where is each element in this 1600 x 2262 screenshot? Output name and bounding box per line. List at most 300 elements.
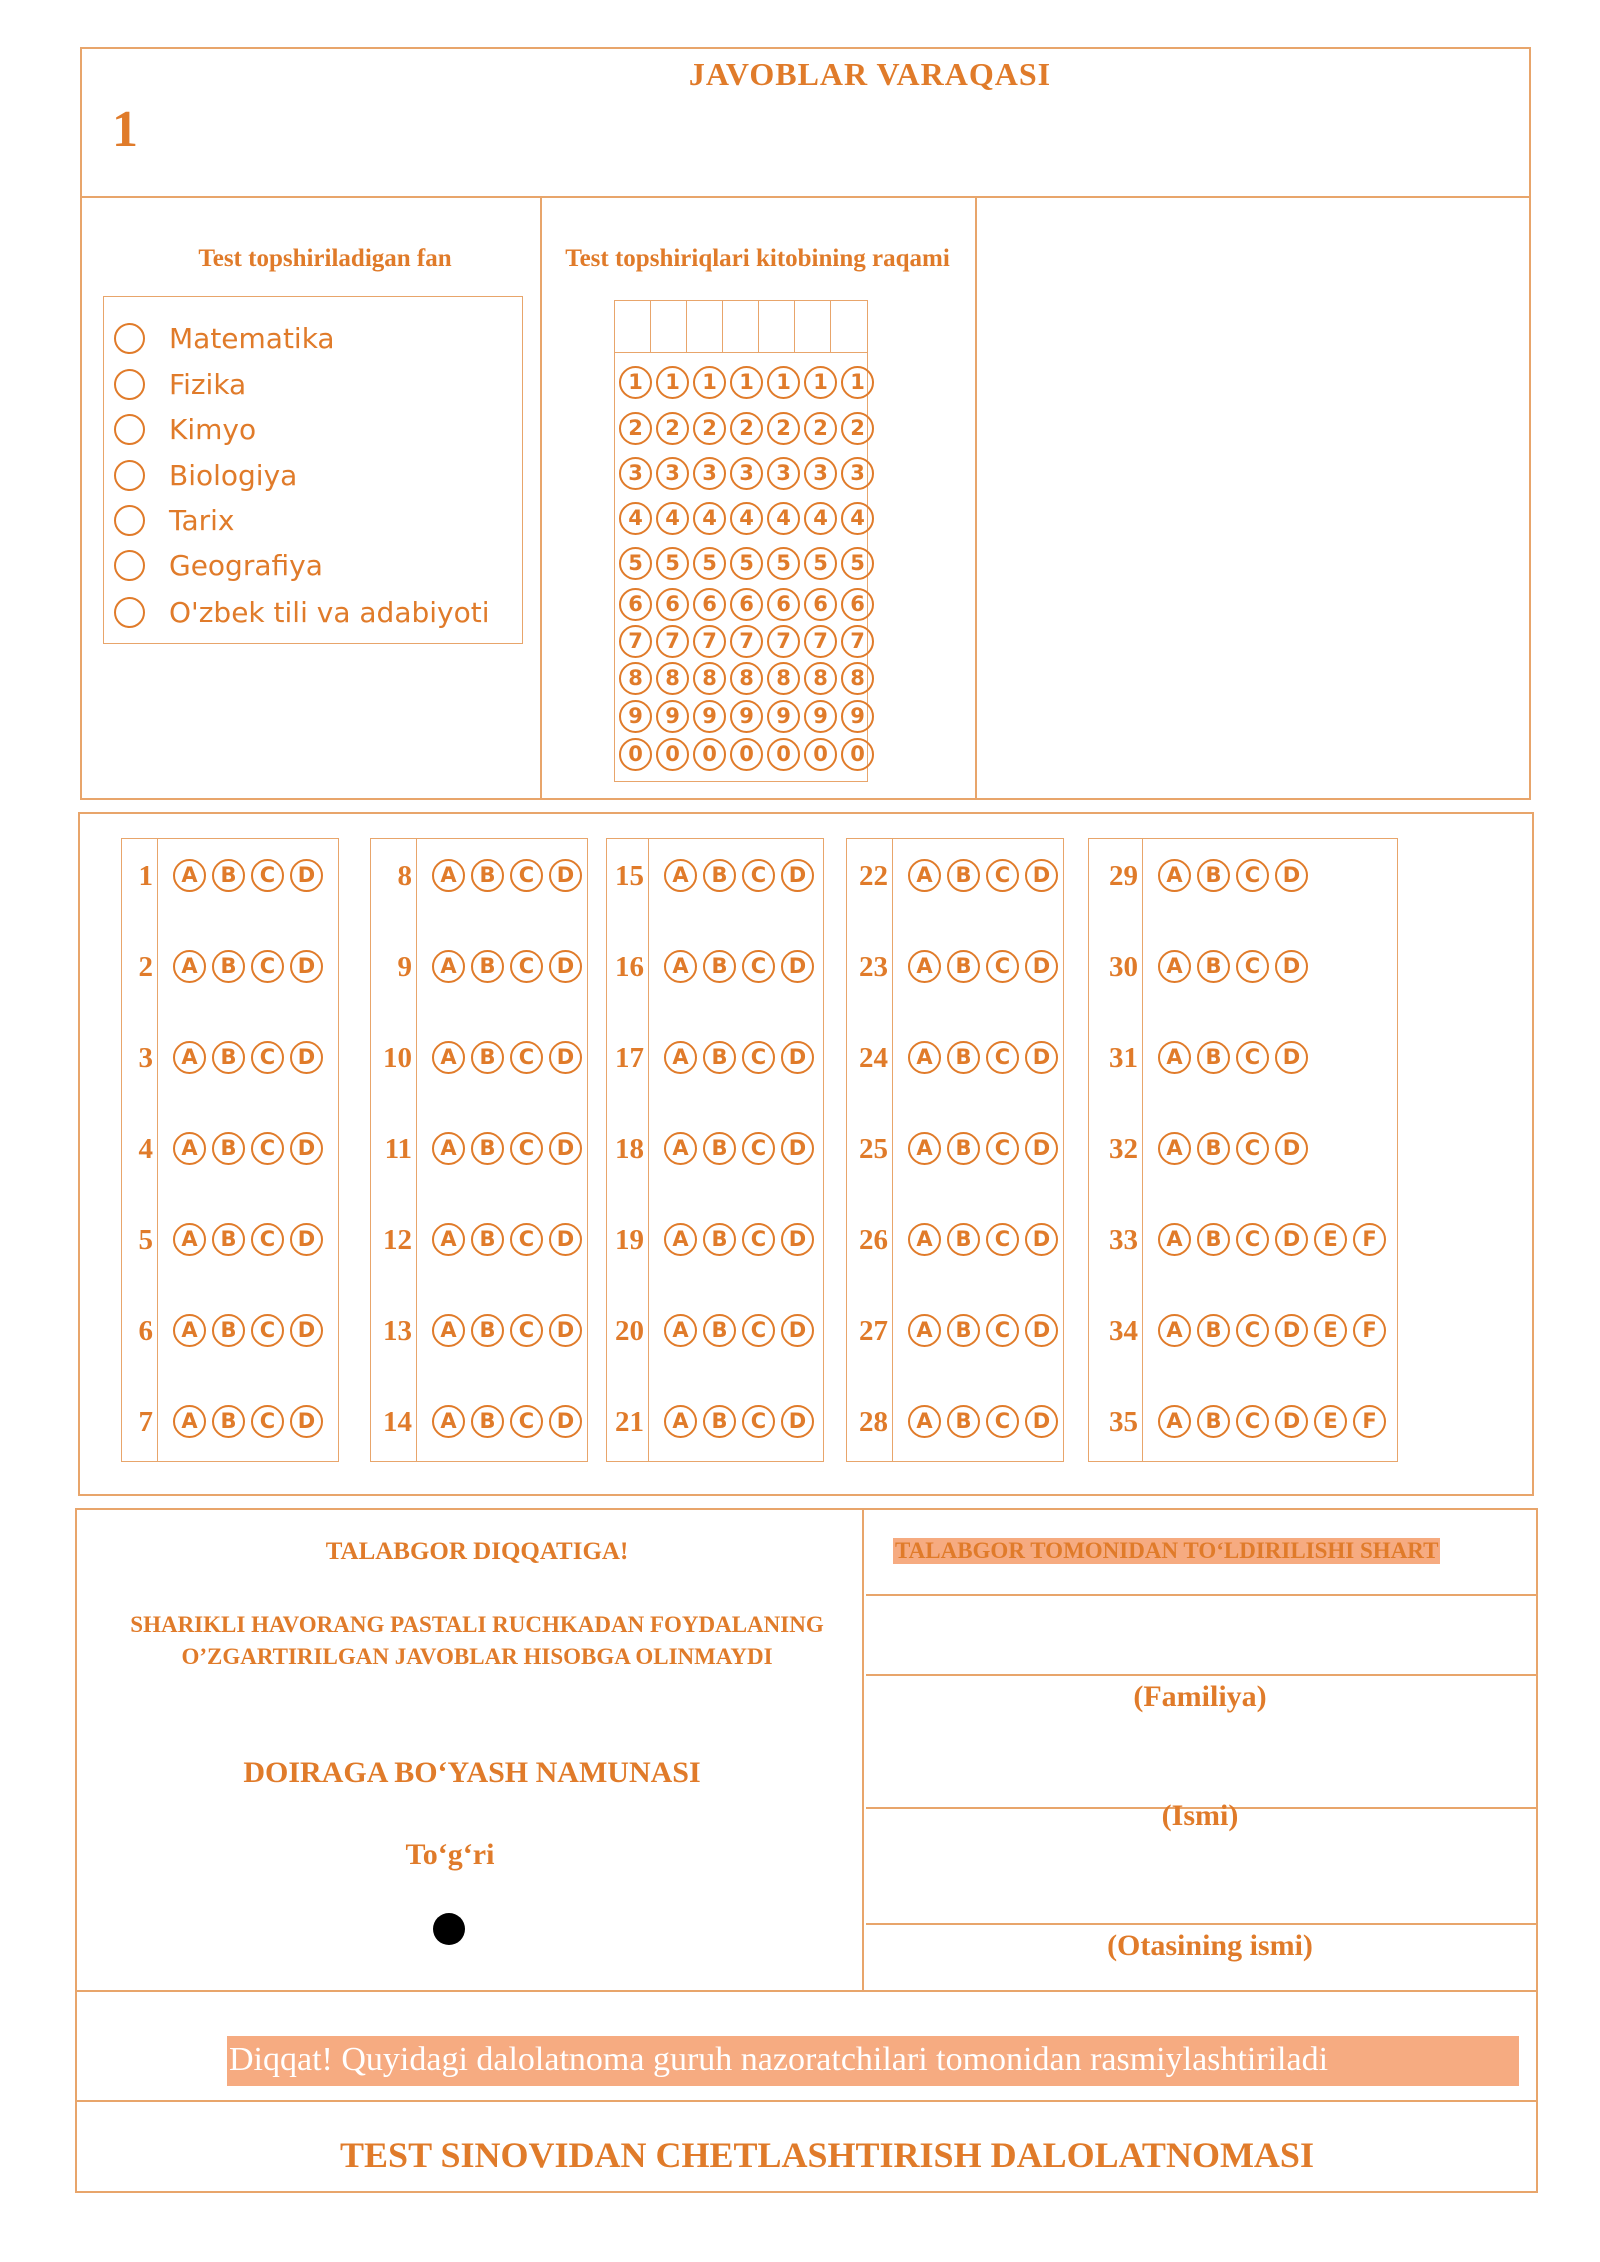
answer-bubble[interactable]: B (212, 859, 245, 892)
answer-bubble[interactable]: B (947, 1132, 980, 1165)
subject-radio[interactable] (114, 323, 145, 354)
answer-bubble[interactable]: A (664, 1314, 697, 1347)
digit-bubble[interactable]: 4 (693, 502, 726, 535)
subject-radio[interactable] (114, 550, 145, 581)
question-number: 30 (1109, 951, 1138, 983)
answer-bubble[interactable]: C (510, 859, 543, 892)
answer-bubble[interactable]: D (549, 1223, 582, 1256)
answer-bubble[interactable]: A (664, 950, 697, 983)
answer-column-divider (157, 838, 158, 1462)
question-number: 27 (859, 1315, 888, 1347)
digit-row (619, 547, 878, 580)
digit-row (619, 738, 878, 771)
digit-bubble[interactable]: 1 (841, 366, 874, 399)
answer-bubble[interactable]: B (947, 950, 980, 983)
question-number: 11 (384, 1133, 412, 1165)
question-options (173, 1132, 329, 1165)
digit-bubble[interactable]: 9 (767, 700, 800, 733)
answer-bubble[interactable]: C (742, 1314, 775, 1347)
digit-bubble[interactable]: 6 (619, 588, 652, 621)
answer-bubble[interactable]: D (1275, 1132, 1308, 1165)
answer-bubble[interactable]: B (1197, 859, 1230, 892)
answer-bubble[interactable]: B (703, 950, 736, 983)
digit-bubble[interactable]: 7 (693, 625, 726, 658)
subject-radio[interactable] (114, 597, 145, 628)
digit-bubble[interactable]: 0 (841, 738, 874, 771)
question-options (908, 1223, 1064, 1256)
digit-bubble[interactable]: 0 (656, 738, 689, 771)
digit-bubble[interactable]: 8 (693, 662, 726, 695)
answer-bubble[interactable]: B (1197, 1132, 1230, 1165)
digit-bubble[interactable]: 5 (804, 547, 837, 580)
answer-bubble[interactable]: C (986, 1314, 1019, 1347)
question-options (664, 1223, 820, 1256)
answer-bubble[interactable]: D (290, 1132, 323, 1165)
sheet-number: 1 (112, 101, 138, 158)
answer-bubble[interactable]: B (703, 859, 736, 892)
question-options (1158, 1041, 1314, 1074)
digit-bubble[interactable]: 4 (841, 502, 874, 535)
digit-bubble[interactable]: 8 (767, 662, 800, 695)
answer-bubble[interactable]: D (290, 1405, 323, 1438)
answer-bubble[interactable]: C (986, 1041, 1019, 1074)
digit-bubble[interactable]: 8 (619, 662, 652, 695)
answer-bubble[interactable]: C (251, 1132, 284, 1165)
answer-bubble[interactable]: C (1236, 950, 1269, 983)
subject-heading: Test topshiriladigan fan (198, 245, 452, 272)
answer-bubble[interactable]: A (1158, 1314, 1191, 1347)
answer-bubble[interactable]: D (1025, 859, 1058, 892)
subject-label: Tarix (169, 503, 235, 537)
answer-bubble[interactable]: C (742, 1405, 775, 1438)
answer-bubble[interactable]: B (947, 859, 980, 892)
answer-bubble[interactable]: A (908, 1132, 941, 1165)
question-number: 24 (859, 1042, 888, 1074)
answer-bubble[interactable]: D (1025, 950, 1058, 983)
answer-bubble[interactable]: A (1158, 859, 1191, 892)
answer-bubble[interactable]: D (549, 1041, 582, 1074)
answer-bubble[interactable]: D (549, 1314, 582, 1347)
sheet-title: JAVOBLAR VARAQASI (688, 56, 1052, 92)
question-number: 4 (138, 1133, 153, 1165)
footer-warning: Diqqat! Quyidagi dalolatnoma guruh nazoratchilari tomonidan rasmiylashtiriladi (227, 2036, 1519, 2086)
digit-bubble[interactable]: 8 (730, 662, 763, 695)
digit-bubble[interactable]: 2 (693, 412, 726, 445)
answer-bubble[interactable]: A (173, 1041, 206, 1074)
answer-bubble[interactable]: B (703, 1405, 736, 1438)
answer-bubble[interactable]: C (251, 859, 284, 892)
digit-row (619, 412, 878, 445)
digit-bubble[interactable]: 5 (656, 547, 689, 580)
answer-bubble[interactable]: C (510, 1132, 543, 1165)
answer-bubble[interactable]: B (471, 1132, 504, 1165)
digit-bubble[interactable]: 2 (841, 412, 874, 445)
question-number: 21 (615, 1406, 644, 1438)
digit-row (619, 662, 878, 695)
sample-heading: DOIRAGA BO‘YASH NAMUNASI (243, 1756, 701, 1789)
entry-cell-divider (650, 300, 651, 352)
answer-bubble[interactable]: D (1025, 1041, 1058, 1074)
question-options (664, 950, 820, 983)
answer-bubble[interactable]: C (1236, 1314, 1269, 1347)
answer-bubble[interactable]: C (1236, 859, 1269, 892)
digit-bubble[interactable]: 7 (656, 625, 689, 658)
question-options (173, 1314, 329, 1347)
digit-bubble[interactable]: 3 (730, 457, 763, 490)
answer-bubble[interactable]: C (1236, 1223, 1269, 1256)
question-number: 5 (138, 1224, 153, 1256)
answer-bubble[interactable]: B (471, 859, 504, 892)
answer-bubble[interactable]: B (1197, 950, 1230, 983)
answer-bubble[interactable]: D (1275, 1405, 1308, 1438)
digit-bubble[interactable]: 5 (841, 547, 874, 580)
digit-bubble[interactable]: 2 (656, 412, 689, 445)
answer-bubble[interactable]: D (290, 1041, 323, 1074)
digit-bubble[interactable]: 9 (730, 700, 763, 733)
answer-bubble[interactable]: B (1197, 1041, 1230, 1074)
bottom-divider (862, 1510, 864, 1990)
answer-bubble[interactable]: B (471, 1314, 504, 1347)
answer-bubble[interactable]: B (947, 1223, 980, 1256)
answer-bubble[interactable]: A (664, 859, 697, 892)
digit-bubble[interactable]: 9 (841, 700, 874, 733)
answer-bubble[interactable]: B (947, 1405, 980, 1438)
subject-radio[interactable] (114, 369, 145, 400)
answer-bubble[interactable]: A (432, 859, 465, 892)
digit-bubble[interactable]: 4 (730, 502, 763, 535)
question-options (1158, 1314, 1392, 1347)
answer-bubble[interactable]: B (703, 1314, 736, 1347)
digit-bubble[interactable]: 3 (693, 457, 726, 490)
answer-bubble[interactable]: C (251, 1405, 284, 1438)
question-options (908, 1132, 1064, 1165)
question-number: 15 (615, 860, 644, 892)
answer-bubble[interactable]: D (549, 1405, 582, 1438)
digit-bubble[interactable]: 6 (730, 588, 763, 621)
question-options (664, 1405, 820, 1438)
answer-bubble[interactable]: A (664, 1223, 697, 1256)
answer-bubble[interactable]: C (251, 1223, 284, 1256)
answer-bubble[interactable]: A (432, 1314, 465, 1347)
digit-bubble[interactable]: 4 (656, 502, 689, 535)
subject-radio[interactable] (114, 505, 145, 536)
subject-option[interactable] (114, 502, 235, 538)
answer-bubble[interactable]: D (1025, 1314, 1058, 1347)
answer-bubble[interactable]: A (664, 1405, 697, 1438)
answer-bubble[interactable]: A (908, 1223, 941, 1256)
answer-bubble[interactable]: B (212, 1405, 245, 1438)
digit-bubble[interactable]: 7 (804, 625, 837, 658)
answer-bubble[interactable]: C (742, 1041, 775, 1074)
answer-bubble[interactable]: C (1236, 1405, 1269, 1438)
question-number: 17 (615, 1042, 644, 1074)
digit-bubble[interactable]: 9 (619, 700, 652, 733)
answer-bubble[interactable]: A (1158, 1132, 1191, 1165)
question-options (1158, 1223, 1392, 1256)
digit-bubble[interactable]: 2 (730, 412, 763, 445)
digit-bubble[interactable]: 2 (767, 412, 800, 445)
answer-bubble[interactable]: A (908, 1405, 941, 1438)
question-number: 12 (383, 1224, 412, 1256)
answer-bubble[interactable]: E (1314, 1405, 1347, 1438)
answer-bubble[interactable]: D (781, 1041, 814, 1074)
answer-bubble[interactable]: B (212, 1223, 245, 1256)
answer-bubble[interactable]: D (1025, 1223, 1058, 1256)
subject-radio[interactable] (114, 460, 145, 491)
question-number: 29 (1109, 860, 1138, 892)
digit-bubble[interactable]: 5 (767, 547, 800, 580)
digit-bubble[interactable]: 7 (619, 625, 652, 658)
question-options (432, 950, 588, 983)
patronymic-label: (Otasining ismi) (1107, 1929, 1313, 1962)
answer-bubble[interactable]: A (173, 1223, 206, 1256)
subject-option[interactable] (114, 594, 490, 630)
digit-bubble[interactable]: 2 (804, 412, 837, 445)
answer-bubble[interactable]: B (1197, 1314, 1230, 1347)
act-title: TEST SINOVIDAN CHETLASHTIRISH DALOLATNOMASI (340, 2135, 1314, 2175)
answer-bubble[interactable]: A (432, 1132, 465, 1165)
digit-bubble[interactable]: 4 (767, 502, 800, 535)
answer-bubble[interactable]: D (781, 1405, 814, 1438)
question-options (908, 950, 1064, 983)
answer-bubble[interactable]: C (251, 1041, 284, 1074)
answer-bubble[interactable]: D (290, 1223, 323, 1256)
digit-bubble[interactable]: 8 (804, 662, 837, 695)
info-divider-2 (975, 198, 977, 798)
answer-bubble[interactable]: D (1275, 859, 1308, 892)
digit-bubble[interactable]: 4 (619, 502, 652, 535)
answer-bubble[interactable]: D (290, 1314, 323, 1347)
digit-bubble[interactable]: 5 (730, 547, 763, 580)
digit-bubble[interactable]: 2 (619, 412, 652, 445)
digit-bubble[interactable]: 1 (767, 366, 800, 399)
personal-rule-1 (866, 1594, 1536, 1596)
answer-bubble[interactable]: B (703, 1223, 736, 1256)
digit-bubble[interactable]: 6 (693, 588, 726, 621)
digit-bubble[interactable]: 7 (841, 625, 874, 658)
subject-option[interactable] (114, 547, 323, 583)
answer-bubble[interactable]: D (1275, 1223, 1308, 1256)
answer-bubble[interactable]: C (986, 1405, 1019, 1438)
question-number: 16 (615, 951, 644, 983)
question-options (432, 1405, 588, 1438)
answer-bubble[interactable]: C (251, 1314, 284, 1347)
answer-bubble[interactable]: D (1025, 1405, 1058, 1438)
answer-bubble[interactable]: A (1158, 950, 1191, 983)
answer-bubble[interactable]: B (471, 1405, 504, 1438)
digit-bubble[interactable]: 4 (804, 502, 837, 535)
answer-bubble[interactable]: B (212, 1314, 245, 1347)
answer-bubble[interactable]: A (908, 1314, 941, 1347)
question-options (664, 1314, 820, 1347)
digit-bubble[interactable]: 0 (804, 738, 837, 771)
question-options (908, 1314, 1064, 1347)
digit-bubble[interactable]: 8 (656, 662, 689, 695)
answer-bubble[interactable]: D (781, 1314, 814, 1347)
answer-column-divider (892, 838, 893, 1462)
answer-bubble[interactable]: A (173, 950, 206, 983)
answer-bubble[interactable]: A (664, 1132, 697, 1165)
answer-bubble[interactable]: A (432, 1223, 465, 1256)
subject-label: Geografiya (169, 548, 323, 582)
answer-bubble[interactable]: D (1275, 1041, 1308, 1074)
digit-bubble[interactable]: 8 (841, 662, 874, 695)
question-number: 19 (615, 1224, 644, 1256)
answer-bubble[interactable]: C (1236, 1041, 1269, 1074)
entry-cell-divider (830, 300, 831, 352)
subject-option[interactable] (114, 366, 246, 402)
answer-bubble[interactable]: B (212, 950, 245, 983)
answer-bubble[interactable]: A (173, 1132, 206, 1165)
digit-bubble[interactable]: 3 (804, 457, 837, 490)
digit-bubble[interactable]: 0 (693, 738, 726, 771)
subject-option[interactable] (114, 457, 297, 493)
digit-bubble[interactable]: 1 (619, 366, 652, 399)
answer-bubble[interactable]: D (549, 859, 582, 892)
answer-bubble[interactable]: F (1353, 1405, 1386, 1438)
answer-bubble[interactable]: B (703, 1041, 736, 1074)
answer-bubble[interactable]: C (742, 1223, 775, 1256)
digit-row (619, 366, 878, 399)
answer-bubble[interactable]: B (212, 1132, 245, 1165)
digit-bubble[interactable]: 9 (804, 700, 837, 733)
digit-bubble[interactable]: 0 (619, 738, 652, 771)
digit-bubble[interactable]: 5 (693, 547, 726, 580)
digit-bubble[interactable]: 5 (619, 547, 652, 580)
answer-bubble[interactable]: C (986, 1223, 1019, 1256)
answer-bubble[interactable]: B (1197, 1405, 1230, 1438)
answer-bubble[interactable]: A (1158, 1041, 1191, 1074)
answer-bubble[interactable]: D (290, 859, 323, 892)
answer-bubble[interactable]: D (549, 950, 582, 983)
subject-radio[interactable] (114, 414, 145, 445)
answer-bubble[interactable]: D (781, 1223, 814, 1256)
answer-bubble[interactable]: C (510, 1314, 543, 1347)
answer-bubble[interactable]: D (1025, 1132, 1058, 1165)
digit-bubble[interactable]: 9 (693, 700, 726, 733)
info-divider-1 (540, 198, 542, 798)
question-number: 33 (1109, 1224, 1138, 1256)
answer-bubble[interactable]: D (549, 1132, 582, 1165)
question-number: 35 (1109, 1406, 1138, 1438)
subject-option[interactable] (114, 411, 256, 447)
digit-row (619, 457, 878, 490)
answer-bubble[interactable]: C (510, 950, 543, 983)
answer-bubble[interactable]: A (432, 950, 465, 983)
digit-bubble[interactable]: 3 (656, 457, 689, 490)
digit-bubble[interactable]: 3 (619, 457, 652, 490)
subject-label: Biologiya (169, 458, 298, 492)
answer-bubble[interactable]: C (510, 1405, 543, 1438)
digit-bubble[interactable]: 6 (841, 588, 874, 621)
surname-label: (Familiya) (1133, 1680, 1267, 1713)
answer-bubble[interactable]: D (1275, 1314, 1308, 1347)
answer-bubble[interactable]: A (908, 1041, 941, 1074)
answer-bubble[interactable]: B (947, 1314, 980, 1347)
digit-bubble[interactable]: 1 (693, 366, 726, 399)
answer-bubble[interactable]: B (1197, 1223, 1230, 1256)
answer-bubble[interactable]: B (471, 950, 504, 983)
answer-bubble[interactable]: A (173, 859, 206, 892)
digit-bubble[interactable]: 0 (767, 738, 800, 771)
subject-option[interactable] (114, 320, 335, 356)
answer-column-divider (1142, 838, 1143, 1462)
question-options (908, 1405, 1064, 1438)
answer-bubble[interactable]: A (908, 950, 941, 983)
correct-label: To‘g‘ri (405, 1838, 495, 1871)
digit-bubble[interactable]: 7 (730, 625, 763, 658)
answer-bubble[interactable]: C (510, 1041, 543, 1074)
answer-bubble[interactable]: C (742, 950, 775, 983)
answer-bubble[interactable]: C (1236, 1132, 1269, 1165)
answer-bubble[interactable]: C (986, 1132, 1019, 1165)
digit-bubble[interactable]: 6 (656, 588, 689, 621)
answer-bubble[interactable]: C (986, 950, 1019, 983)
answer-bubble[interactable]: B (471, 1223, 504, 1256)
answer-bubble[interactable]: D (1275, 950, 1308, 983)
digit-bubble[interactable]: 3 (841, 457, 874, 490)
answer-bubble[interactable]: A (1158, 1223, 1191, 1256)
answer-bubble[interactable]: C (986, 859, 1019, 892)
patronymic-line (866, 1923, 1536, 1925)
answer-bubble[interactable]: B (212, 1041, 245, 1074)
answer-bubble[interactable]: A (432, 1041, 465, 1074)
digit-bubble[interactable]: 3 (767, 457, 800, 490)
question-number: 20 (615, 1315, 644, 1347)
digit-bubble[interactable]: 9 (656, 700, 689, 733)
question-number: 6 (138, 1315, 153, 1347)
digit-bubble[interactable]: 7 (767, 625, 800, 658)
digit-bubble[interactable]: 6 (767, 588, 800, 621)
answer-bubble[interactable]: B (947, 1041, 980, 1074)
entry-cell-bottom (614, 352, 868, 353)
answer-bubble[interactable]: C (510, 1223, 543, 1256)
digit-bubble[interactable]: 1 (656, 366, 689, 399)
answer-bubble[interactable]: A (1158, 1405, 1191, 1438)
digit-bubble[interactable]: 1 (730, 366, 763, 399)
question-number: 2 (138, 951, 153, 983)
question-number: 25 (859, 1133, 888, 1165)
answer-bubble[interactable]: A (664, 1041, 697, 1074)
answer-bubble[interactable]: F (1353, 1314, 1386, 1347)
bottom-rule-2 (77, 2100, 1536, 2102)
answer-bubble[interactable]: D (781, 859, 814, 892)
digit-bubble[interactable]: 6 (804, 588, 837, 621)
answer-bubble[interactable]: A (908, 859, 941, 892)
answer-bubble[interactable]: A (432, 1405, 465, 1438)
answer-bubble[interactable]: F (1353, 1223, 1386, 1256)
entry-cell-divider (794, 300, 795, 352)
answer-bubble[interactable]: B (471, 1041, 504, 1074)
answer-bubble[interactable]: D (781, 1132, 814, 1165)
subject-label: Kimyo (169, 412, 257, 446)
answer-bubble[interactable]: C (742, 859, 775, 892)
digit-bubble[interactable]: 0 (730, 738, 763, 771)
question-options (173, 1223, 329, 1256)
answer-bubble[interactable]: E (1314, 1223, 1347, 1256)
question-options (432, 1132, 588, 1165)
answer-bubble[interactable]: A (173, 1314, 206, 1347)
answer-bubble[interactable]: C (742, 1132, 775, 1165)
answer-bubble[interactable]: C (251, 950, 284, 983)
question-options (173, 950, 329, 983)
answer-bubble[interactable]: D (781, 950, 814, 983)
answer-bubble[interactable]: A (173, 1405, 206, 1438)
answer-bubble[interactable]: E (1314, 1314, 1347, 1347)
digit-bubble[interactable]: 1 (804, 366, 837, 399)
answer-bubble[interactable]: B (703, 1132, 736, 1165)
answer-bubble[interactable]: D (290, 950, 323, 983)
